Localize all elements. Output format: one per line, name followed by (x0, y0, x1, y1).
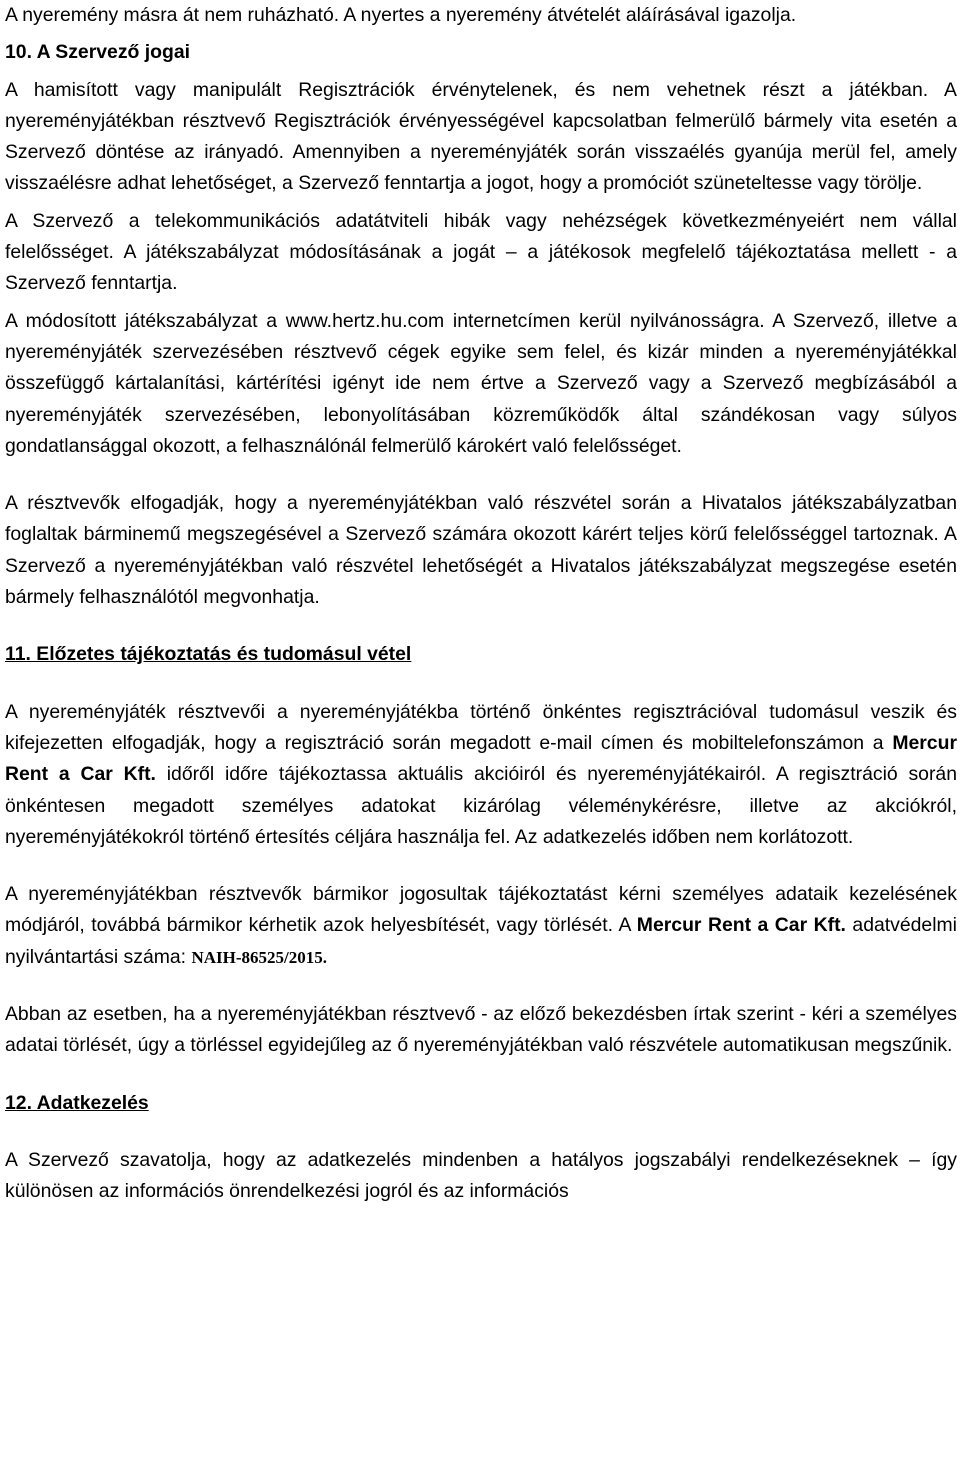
section-11-paragraph-2 (5, 879, 957, 973)
section-11-paragraph-1 (5, 697, 957, 853)
section-11-p2-text-before: A nyereményjátékban résztvevők bármikor jogosultak tájékoztatást kérni személyes adataik kezelésének módjáról, továbbá bármikor kérhetik azok helyesbítését, vagy törlését. A (5, 883, 957, 937)
section-11-p2-text-middle: adatvédelmi nyilvántartási száma: (5, 914, 957, 968)
section-10-paragraph-1: A hamisított vagy manipulált Regisztrációk érvénytelenek, és nem vehetnek részt a játékban. A nyereményjátékban résztvevő Regisztrációk érvényességével kapcsolatban felmerülő bármely vita esetén a Szervező döntése az irányadó. Amennyiben a nyereményjáték során visszaélés gyanúja merül fel, amely visszaélésre adhat lehetőséget, a Szervező fenntartja a jogot, hogy a promóciót szüneteltesse vagy törölje. (5, 78, 957, 195)
section-12-paragraph-1: A Szervező szavatolja, hogy az adatkezelés mindenben a hatályos jogszabályi rendelkezéseknek – így különösen az információs önrendelkezési jogról és az információs (5, 1148, 957, 1203)
section-10-paragraph-4: A résztvevők elfogadják, hogy a nyereményjátékban való részvétel során a Hivatalos játékszabályzatban foglaltak bárminemű megszegésével a Szervező számára okozott kárért teljes körű felelősséggel tartoznak. A Szervező a nyereményjátékban való részvétel lehetőségét a Hivatalos játékszabályzat megszegése esetén bármely felhasználótól megvonhatja. (5, 492, 957, 609)
section-11-heading: 11. Előzetes tájékoztatás és tudomásul vétel (5, 643, 412, 666)
section-10-paragraph-3: A módosított játékszabályzat a www.hertz.hu.com internetcímen kerül nyilvánosságra. A Szervező, illetve a nyereményjáték szervezésében résztvevő cégek egyike sem felel, és kizár minden a nyereményjátékkal összefüggő kártalanítási, kártérítési igényt ide nem értve a Szervező vagy a Szervező megbízásából a nyereményjáték szervezésében, lebonyolításában közreműködők által szándékosan vagy súlyos gondatlansággal okozott, a felhasználónál felmerülő károkért való felelősséget. (5, 309, 957, 457)
document-page (5, 0, 957, 1208)
section-11-p1-text-before: A nyereményjáték résztvevői a nyereményjátékba történő önkéntes regisztrációval tudomásul veszik és kifejezetten elfogadják, hogy a regisztráció során megadott e-mail címen és mobiltelefonszámon a (5, 700, 957, 754)
section-11-p1-text-after: időről időre tájékoztassa aktuális akcióiról és nyereményjátékairól. A regisztráció során önkéntesen megadott személyes adatokat kizárólag véleménykérésre, illetve az akciókról, nyereményjátékokról történő értesítés céljára használja fel. Az adatkezelés időben nem korlátozott. (5, 763, 957, 848)
company-name: Mercur Rent a Car Kft. (636, 914, 846, 937)
section-10-heading: 10. A Szervező jogai (5, 41, 190, 64)
section-10-paragraph-2: A Szervező a telekommunikációs adatátviteli hibák vagy nehézségek következményeiért nem vállal felelősséget. A játékszabályzat módosításának a jogát – a játékosok megfelelő tájékoztatása mellett - a Szervező fenntartja. (5, 209, 957, 295)
section-11-paragraph-3: Abban az esetben, ha a nyereményjátékban résztvevő - az előző bekezdésben írtak szerint - kéri a személyes adatai törlését, úgy a törléssel egyidejűleg az ő nyereményjátékban való részvétele automatikusan megszűnik. (5, 1003, 957, 1057)
intro-paragraph: A nyeremény másra át nem ruházható. A nyertes a nyeremény átvételét aláírásával igazolja. (5, 4, 797, 26)
registration-number: NAIH-86525/2015. (191, 947, 327, 967)
section-12-heading: 12. Adatkezelés (5, 1091, 149, 1114)
company-name: Mercur Rent a Car Kft. (5, 731, 957, 786)
